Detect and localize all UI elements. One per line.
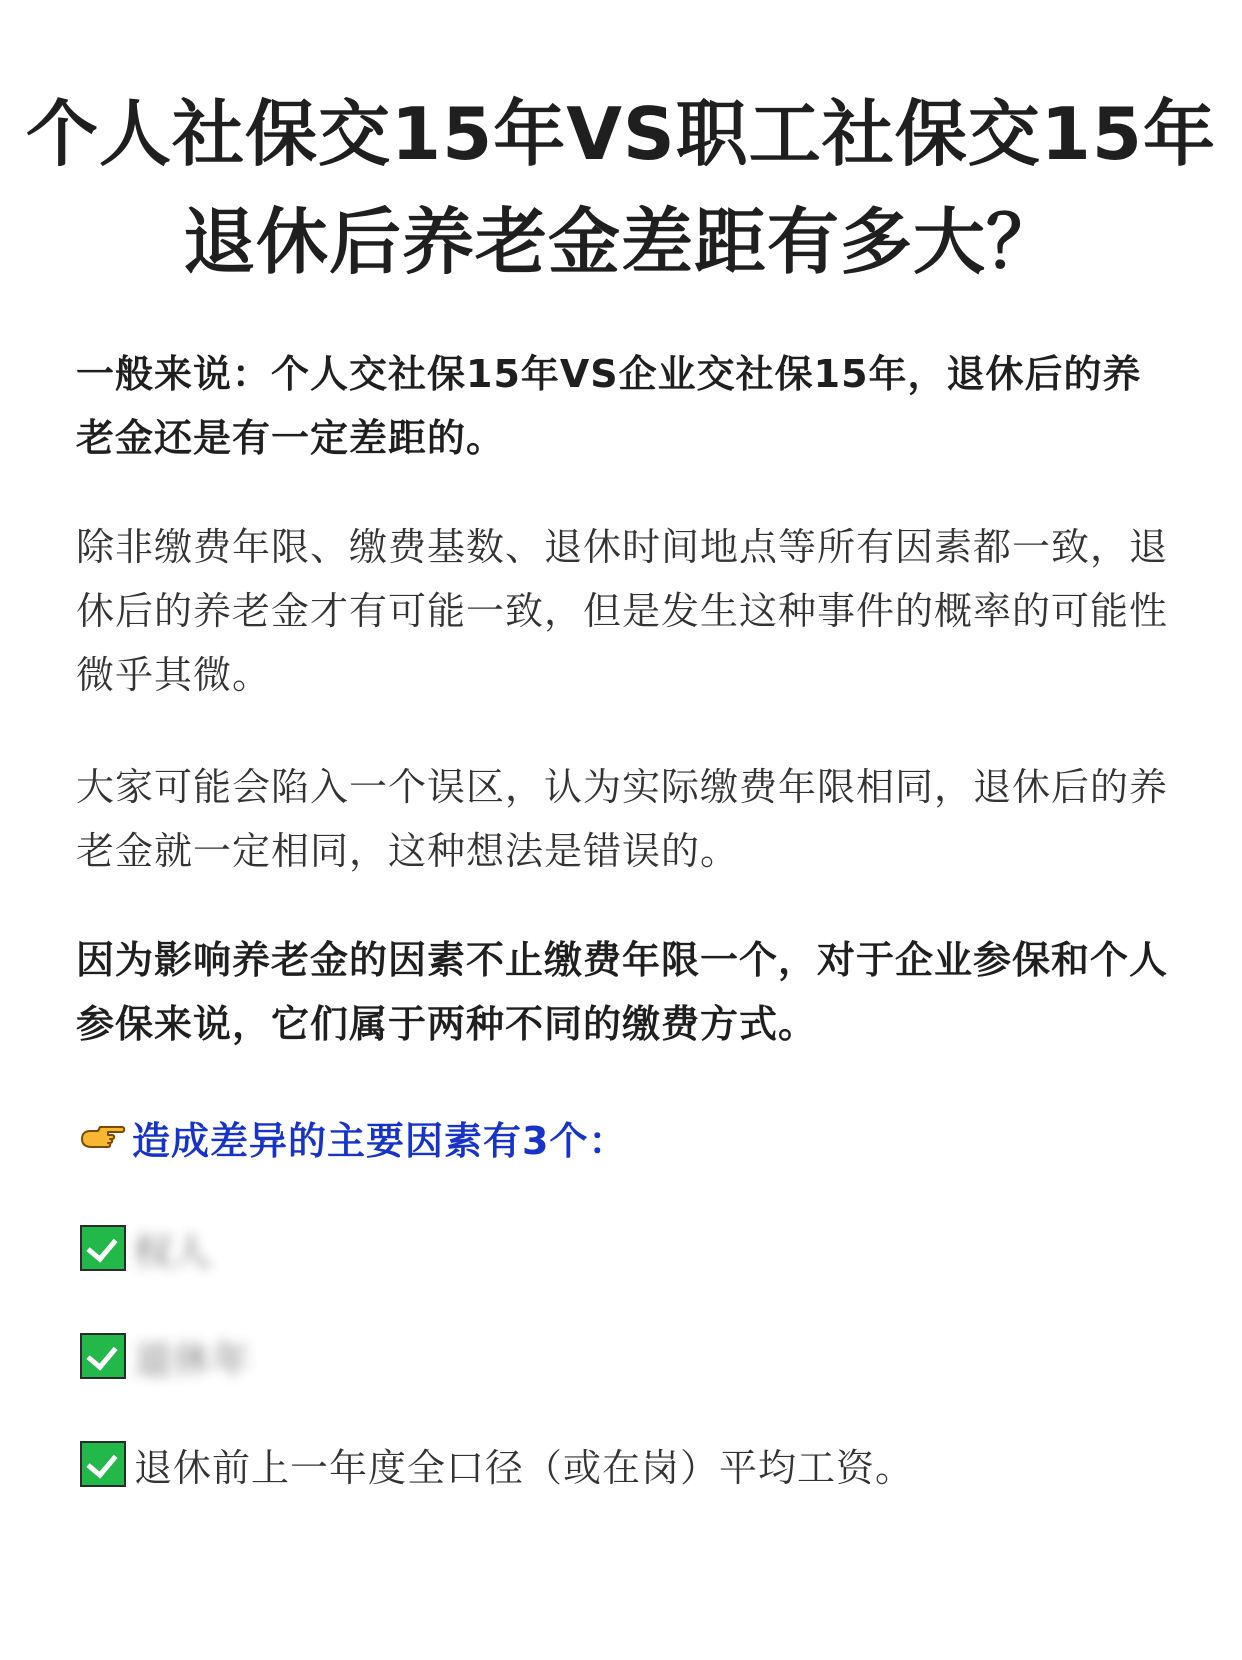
pointing-hand-icon — [78, 1117, 126, 1157]
intro-paragraph: 一般来说：个人交社保15年VS企业交社保15年，退休后的养老金还是有一定差距的。 — [76, 352, 1142, 460]
check-mark-box-icon — [80, 1225, 126, 1271]
factors-heading — [78, 1102, 627, 1172]
reason-paragraph: 因为影响养老金的因素不止缴费年限一个，对于企业参保和个人参保来说，它们属于两种不同的缴费方式。 — [76, 938, 1169, 1046]
factor-item-text: 权人 — [134, 1229, 213, 1274]
factor-item-text: 退休年 — [134, 1337, 252, 1382]
factor-item-3 — [80, 1434, 914, 1494]
factor-item-1 — [80, 1218, 212, 1278]
factors-heading-text: 造成差异的主要因素有3个： — [132, 1118, 628, 1163]
factor-item-2 — [80, 1326, 251, 1386]
misconception-paragraph: 大家可能会陷入一个误区，认为实际缴费年限相同，退休后的养老金就一定相同，这种想法是错误的。 — [76, 765, 1169, 873]
check-mark-box-icon — [80, 1333, 126, 1379]
check-mark-box-icon — [80, 1441, 126, 1487]
condition-paragraph: 除非缴费年限、缴费基数、退休时间地点等所有因素都一致，退休后的养老金才有可能一致，但是发生这种事件的概率的可能性微乎其微。 — [76, 525, 1169, 697]
page-title-line-2: 退休后养老金差距有多大？ — [182, 200, 1059, 284]
page-title-line-1: 个人社保交15年VS职工社保交15年 — [26, 92, 1216, 176]
factor-item-text: 退休前上一年度全口径（或在岗）平均工资。 — [134, 1445, 915, 1490]
